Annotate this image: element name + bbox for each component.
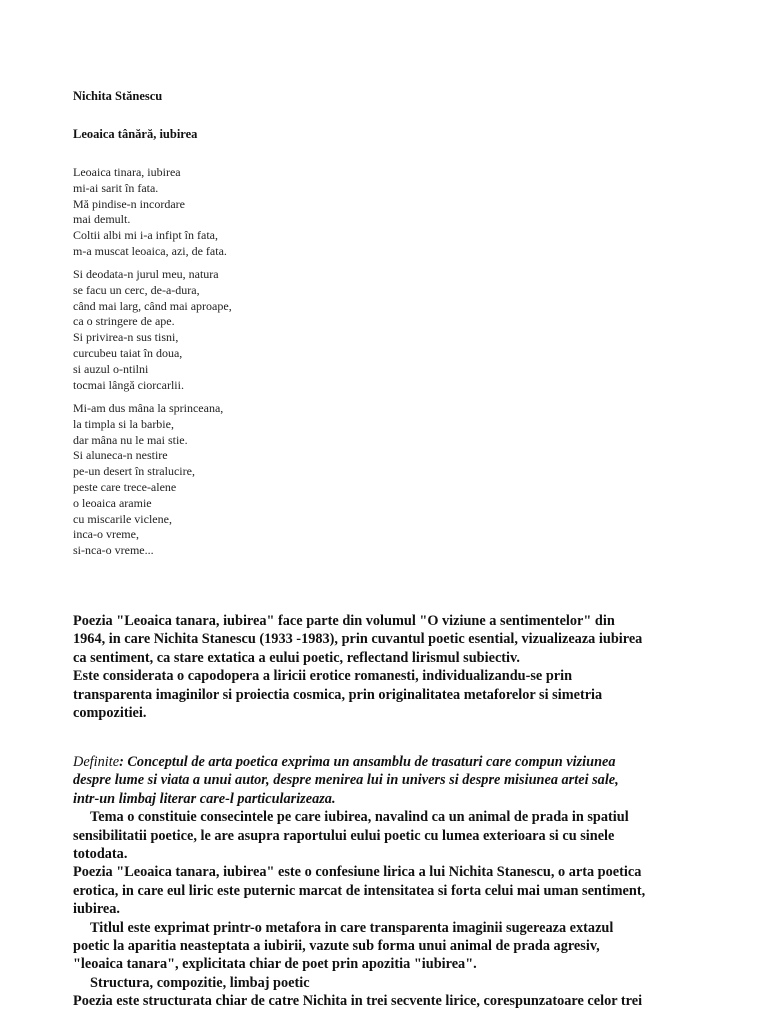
definition-line xyxy=(73,753,728,771)
poem-stanza-1 xyxy=(73,165,227,260)
poem-stanza-2 xyxy=(73,267,232,393)
poem-line: pe-un desert în stralucire, xyxy=(73,464,195,479)
poem-line: dar mâna nu le mai stie. xyxy=(73,432,188,447)
definition-line: intr-un limbaj literar care-l particularizeaza. xyxy=(73,790,336,807)
poem-line: m-a muscat leoaica, azi, de fata. xyxy=(73,243,227,258)
poem-line: tocmai lângă ciorcarlii. xyxy=(73,377,184,392)
poem-line: inca-o vreme, xyxy=(73,527,139,542)
intro-line: 1964, in care Nichita Stanescu (1933 -1983), prin cuvantul poetic esential, vizualizeaza iubirea xyxy=(73,631,643,648)
poem-line: peste care trece-alene xyxy=(73,479,177,494)
poem-line: ca o stringere de ape. xyxy=(73,314,175,329)
poem-line: când mai larg, când mai aproape, xyxy=(73,298,232,313)
poem-line: o leoaica aramie xyxy=(73,495,152,510)
intro-paragraph xyxy=(73,612,728,722)
poem-line: Coltii albi mi i-a infipt în fata, xyxy=(73,228,218,243)
poem-line: Si deodata-n jurul meu, natura xyxy=(73,267,219,281)
poem-line: Mă pindise-n incordare xyxy=(73,196,185,211)
analysis-line: Poezia este structurata chiar de catre Nichita in trei secvente lirice, corespunzatoare celor trei xyxy=(73,993,643,1010)
poem-line: Mi-am dus mâna la sprinceana, xyxy=(73,401,224,415)
analysis-line: poetic la aparitia neasteptata a iubirii, vazute sub forma unui animal de prada agresiv, xyxy=(73,938,600,955)
poem-line: si-nca-o vreme... xyxy=(73,543,154,558)
poem-line: mi-ai sarit în fata. xyxy=(73,180,159,195)
intro-line: Poezia "Leoaica tanara, iubirea" face parte din volumul "O viziune a sentimentelor" din xyxy=(73,613,615,629)
poem-line: se facu un cerc, de-a-dura, xyxy=(73,282,200,297)
analysis-line: "leoaica tanara", explicitata chiar de poet prin apozitia "iubirea". xyxy=(73,956,477,973)
poem-stanza-3 xyxy=(73,401,223,559)
definition-line: despre lume si viata a unui autor, despre menirea lui in univers si despre misiunea artei sale, xyxy=(73,772,619,789)
intro-line: Este considerata o capodopera a liricii erotice romanesti, individualizandu-se prin xyxy=(73,668,573,685)
poem-line: mai demult. xyxy=(73,212,131,227)
analysis-line: sensibilitatii poetice, le are asupra raportului eului poetic cu lumea exterioara si cu sinele xyxy=(73,827,615,844)
analysis-line: erotica, in care eul liric este puternic marcat de intensitatea si forta celui mai uman sentiment, xyxy=(73,882,646,899)
poem-line: Si privirea-n sus tisni, xyxy=(73,330,179,345)
intro-line: transparenta imaginilor si proiectia cosmica, prin originalitatea metaforelor si simetria xyxy=(73,686,603,703)
author-name: Nichita Stănescu xyxy=(73,89,163,103)
definition-text: : Conceptul de arta poetica exprima un ansamblu de trasaturi care compun viziunea xyxy=(119,754,616,770)
poem-line: si auzul o-ntilni xyxy=(73,361,149,376)
analysis-line: totodata. xyxy=(73,846,128,863)
analysis-line: Titlul este exprimat printr-o metafora in care transparenta imaginii sugereaza extazul xyxy=(90,919,614,936)
poem-line: curcubeu taiat în doua, xyxy=(73,345,183,360)
intro-line: compozitiei. xyxy=(73,705,147,722)
intro-line: ca sentiment, ca stare extatica a eului poetic, reflectand lirismul subiectiv. xyxy=(73,649,520,666)
poem-line: la timpla si la barbie, xyxy=(73,416,174,431)
poem-line: cu miscarile viclene, xyxy=(73,511,172,526)
poem-line: Si aluneca-n nestire xyxy=(73,448,168,463)
analysis-section xyxy=(73,753,728,1011)
definition-label: Definite xyxy=(73,754,120,770)
analysis-line: Structura, compozitie, limbaj poetic xyxy=(90,974,310,991)
poem-line: Leoaica tinara, iubirea xyxy=(73,165,181,179)
analysis-line: Tema o constituie consecintele pe care iubirea, navalind ca un animal de prada in spatiul xyxy=(90,809,629,826)
analysis-line: Poezia "Leoaica tanara, iubirea" este o confesiune lirica a lui Nichita Stanescu, o arta poetica xyxy=(73,864,642,881)
poem-title: Leoaica tânără, iubirea xyxy=(73,127,198,141)
analysis-line: iubirea. xyxy=(73,901,121,918)
